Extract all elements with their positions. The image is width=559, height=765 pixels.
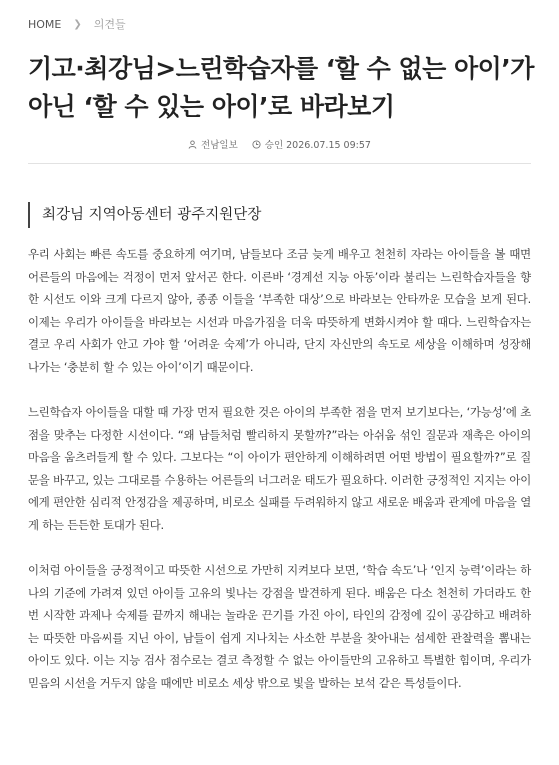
article-source xyxy=(188,137,238,151)
paragraph: 느린학습자 아이들을 대할 때 가장 먼저 필요한 것은 아이의 부족한 점을 먼저 보기보다는, ‘가능성’에 초점을 맞추는 다정한 시선이다. “왜 남들처럼 빨리하지 못할까?”라는 아쉬움 섞인 질문과 재촉은 아이의 마음을 움츠러들게 할 수 있다. 그보다는 “이 아이가 편안하게 이해하려면 어떤 방법이 필요할까?”로 질문을 바꾸고, 있는 그대로를 수용하는 어른들의 너그러운 태도가 필요하다. 이러한 긍정적인 지지는 아이에게 편안한 심리적 안정감을 제공하며, 비로소 실패를 두려워하지 않고 새로운 배움과 관계에 마음을 열게 하는 든든한 토대가 된다. xyxy=(28,405,531,532)
breadcrumb-home[interactable]: HOME xyxy=(28,17,62,31)
breadcrumb-category[interactable]: 의견들 xyxy=(93,18,126,31)
chevron-right-icon: ❯ xyxy=(73,18,82,30)
divider xyxy=(28,163,531,164)
person-icon xyxy=(188,140,197,149)
article-approval xyxy=(252,137,371,151)
approval-label: 승인 2026.07.15 09:57 xyxy=(264,140,371,151)
article-body xyxy=(28,243,531,717)
paragraph: 우리 사회는 빠른 속도를 중요하게 여기며, 남들보다 조금 늦게 배우고 천천히 자라는 아이들을 볼 때면 어른들의 마음에는 걱정이 먼저 앞서곤 한다. 이른바 ‘경계선 지능 아동’이라 불리는 느린학습자들을 향한 시선도 이와 크게 다르지 않아, 종종 이들을 ‘부족한 대상’으로 바라보는 안타까운 모습을 보게 된다. 이제는 우리가 아이들을 바라보는 시선과 마음가짐을 더욱 따뜻하게 변화시켜야 할 때다. 느린학습자는 결코 우리 사회가 안고 가야 할 ‘어려운 숙제’가 아니라, 단지 자신만의 속도로 세상을 이해하며 성장해 나가는 ‘충분히 할 수 있는 아이’이기 때문이다. xyxy=(28,247,531,374)
article-title: 기고·최강님>느린학습자를 ‘할 수 없는 아이’가 아닌 ‘할 수 있는 아이’로 바라보기 xyxy=(28,54,534,121)
author-byline: 최강님 지역아동센터 광주지원단장 xyxy=(28,202,261,228)
breadcrumb xyxy=(28,16,126,32)
source-label: 전남일보 xyxy=(201,140,238,151)
article-meta xyxy=(0,137,559,151)
clock-icon xyxy=(252,140,261,149)
paragraph: 이처럼 아이들을 긍정적이고 따뜻한 시선으로 가만히 지켜보다 보면, ‘학습 속도’나 ‘인지 능력’이라는 하나의 기준에 가려져 있던 아이들 고유의 빛나는 강점을 발견하게 된다. 배움은 다소 천천히 가더라도 한 번 시작한 과제나 숙제를 끝까지 해내는 놀라운 끈기를 가진 아이, 타인의 감정에 깊이 공감하고 배려하는 따뜻한 마음씨를 지닌 아이, 남들이 쉽게 지나치는 사소한 부분을 찾아내는 섬세한 관찰력을 뽐내는 아이도 있다. 이는 지능 검사 점수로는 결코 측정할 수 없는 아이들만의 고유하고 특별한 힘이며, 우리가 믿음의 시선을 거두지 않을 때에만 비로소 세상 밖으로 빛을 발하는 보석 같은 특성들이다. xyxy=(28,563,531,690)
